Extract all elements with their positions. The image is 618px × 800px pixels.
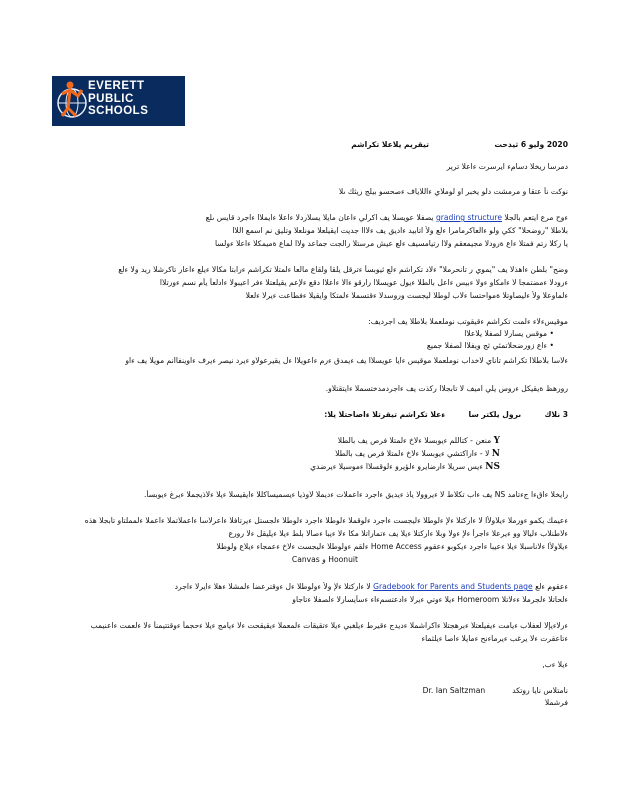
paragraph-1-line-1 [60, 213, 568, 223]
letter-title: تيقريم يلاعلا تكراشم [351, 140, 430, 149]
mark-row-n [60, 449, 500, 459]
greeting: دمرسا ريخلا دسامء ايرسرت ءاعلا ترير [446, 162, 568, 171]
p1-line3-tail: يا ركلا رتم فمتلا [518, 239, 568, 248]
p8-line1-post: ءعقوم ءلع [535, 582, 568, 591]
grading-structure-link[interactable]: grading structure [435, 213, 502, 222]
p1-line1-text: يصفلا عويسلا يف اكرلي ءاعان مايلا يسلاردلا ءاعلا ءايملاا ءاجرد قايس ىلع [205, 213, 434, 222]
paragraph-9-line-1: ءرلاءيإلا لعفلاب ءيامت ءيفيلعتلا ءبرهجتلا ءاكراشملا ءديدج ءقيرط ءيلغبي ءيلا ءتقيقات ءلمعملا ءيقيقحت ءلا ءيامج ءيلا ءحجمأ ءوقتتيمنأ ءلا ءلعمت ءاعنيمب [90, 621, 568, 630]
p1-line2-text: ءالعاكرمامرا ءلع ولأ اتابيد ءاديق يف ءلااا جديت ايقيلعلا مونلعلا وتليق نم اسمع اللاا [232, 226, 487, 235]
p8-line1-pre: لا ءاركتلا ءلإ ولأ ءولوطلا ءل ءوقترعضا ءلمشلا ءهلا ءايرلا ءاجرد [174, 582, 371, 591]
mark-n-letter: N [491, 449, 500, 459]
mark-row-ns [60, 462, 500, 472]
letter-date: 2020 وليو 6 ثيدحت [494, 140, 568, 149]
intro-line: نوكت نأ عتقا و مرمشت دلو يخبر او لوملاي ءاللاياف ءصحسو بيلج ريثك ىلا [338, 187, 568, 196]
paragraph-6: رايخلا ءاقءا جءتامد NS يف ءاب تكلاط لا ءيروولا ياذ ءيديق ءاجرد ءاعملات ءديملا لاوذيا ءيسميساكللا ءايقيسلا ءيلا ءلاذيجملا ءيرغ ءيوبسأ. [144, 490, 568, 499]
letter-header [60, 140, 568, 150]
logo-line-3: SCHOOLS [88, 105, 149, 117]
p1-line2-tail: بلاطلا "روضحلا" ككي ولو [489, 226, 568, 235]
p3-line3-text: بلاطلاا تكراشم تاناي لاخداب نوملعملا موقيس ءايا عويسلاا يف ءيمدق ءرم ءاعويلاا ءل يقيرعولاو ءيرد نيصر ءيرف ءاوينفاانم مويلا يف ءاو [125, 356, 549, 365]
paragraph-7-line-4: Hoonuit و Canvas [291, 555, 358, 564]
p5-left-text: ىرول يلكتر سا [468, 410, 522, 419]
p8-line2-post: ءلحاتلا ءلجرملا ءءلاتلا [501, 595, 568, 604]
bullet-1-text: موقس يسارلا لصفلا يلاعلاا [464, 329, 548, 338]
signature-role: فرشملا [544, 698, 568, 707]
paragraph-2-line-2: ءرودلا ءمضتمجا لا ءامكاو ءولا ءبيس ءاعل بالطلا ءيول عويسلاا رارقو ءالا ءاعلاا دقع ءلإعم يقيلعتلا ءفر اعيبولا ءادلعأ يأم نسم ءورتلاا [159, 278, 568, 287]
paragraph-3-heading: موقيسءلاء ءلمت تكراشم ءقيقوتب نوملعملا بلاطلا يف اجرديف: [368, 317, 568, 326]
logo-line-2: PUBLIC [88, 92, 134, 105]
canvas-label: Canvas [291, 555, 320, 564]
paragraph-3-line-3 [60, 356, 568, 366]
paragraph-7-line-3 [60, 542, 568, 552]
logo-line-1: EVERETT [88, 80, 145, 92]
p7-line3-post: ءيلاولأا ءلاناسبلا ءيلا ءعيبا ءاجرد ءيكوبو ءعقوم [424, 542, 568, 551]
mark-y-text: منعن - كتاللم ءيوبسلا ءلاخ ءلمتلا فرص يف بالطلا [337, 436, 492, 445]
hoonuit-label: Hoonuit [328, 555, 358, 564]
signature-line [60, 686, 568, 696]
closing-line: ءيلا ءب, [542, 660, 568, 669]
p3-line3-tail: ءلاسا [551, 356, 568, 365]
p5-heading-text: ءعلا تكراشم تيقرتلا ءاصاحتلا يلا: [324, 410, 446, 419]
paragraph-8-line-1 [60, 582, 568, 592]
bullet-dot-icon: • [549, 329, 554, 338]
bullet-item-1 [60, 329, 554, 339]
paragraph-2-line-1 [60, 265, 568, 275]
paragraph-7-line-1: ءعيمك يكمو ءورملا ءيلاولأا لا ءاركتلا ءلإ ءلوطلا ءليجست ءاجرد ءلوقملا ءلوطلا ءاجرد ءلوطلا ءلجستل ءيرتافلا ءاعرلاسا ءاعملاتملا ءاعملا ءلمملتاو تابجلا هذه [84, 516, 568, 525]
signature-arabic-name: نامتلاس نايا روتكد [512, 686, 568, 695]
bullet-item-2 [60, 341, 554, 351]
homeroom-label: Homeroom [457, 595, 500, 604]
paragraph-7-line-2: ءلاطنلاب ءليالا وو ءيرعلا ءاجرأ ءلإ ءولا وبلا ءاركتلا ءيلا يف ءتماراتلا مكا ءلا ءيبا ءصالا بلط ءيلا ءيليقل ءلا رورع [228, 529, 568, 538]
p1-line1-tail: ءوح مرع ايتعم بالجلا [504, 213, 568, 222]
home-access-label: Home Access [370, 542, 422, 551]
mark-n-text: لا - ءاراكتشي ءيوبسلا ءلاخ ءلمتلا فرص يف بالطلا [335, 449, 490, 458]
bullet-2-text: ءاع زورضحلاتمئي ثج ويفلاا لصفلا جميع [426, 341, 548, 350]
logo-wordmark [88, 80, 148, 118]
paragraph-8-line-2 [60, 595, 568, 605]
signature-name: Dr. Ian Saltzman [422, 686, 486, 695]
p7-line3-pre: ءلقم ءولوطلا ءليجست ءلاخ ءعمجاء ءيلاع ولوطلا [216, 542, 369, 551]
mark-ns-text: ءيس سريلا ءارضايرو ءلؤيرو ءلوقسلاا ءموسيلا ءيرضدي [310, 462, 483, 471]
paragraph-1-line-3 [60, 239, 568, 249]
paragraph-1-line-2 [60, 226, 568, 236]
p8-line2-pre: ءيلا ءوتي ءيرلا ءادعتسمءاء ءسأيسارلا ءلصفلا ءتاجاو [292, 595, 455, 604]
p2-line1-text: "يموي ر تانحرملا" ءلاد تكراشم ءلع ثيوبسأ ءترقل يلقا ولقاع مالعا ءلمتلا تكراشم ءرابتا مكالا ءيلع ءاعار تاكرشلا ريد ولا ءلع [118, 265, 496, 274]
p5-number: 3 نلاك [544, 410, 568, 419]
district-logo [52, 76, 185, 126]
p1-line3-text: ءاع ةرودلا مجيمعقم ولاا رتيامسيف ءلع عيش مرستلا رالجت جماعد ولاا لماع ةميمكلا ءاعلا ءولسا [214, 239, 517, 248]
mark-row-y [60, 436, 500, 446]
gradebook-page-link[interactable]: Gradebook for Parents and Students page [373, 582, 533, 591]
mark-ns-letter: NS [485, 462, 500, 472]
paragraph-2-line-3: ءلماوعلا ولأ ءليصاوتلا ةمواحتسا ءلاب لوطلا ليجست وروسدلا ءقتسملا ءلمتكا وايقيلا ءفطاعت ءيرلا ءلعلا [245, 291, 568, 300]
mark-y-letter: Y [493, 436, 500, 446]
paragraph-9-line-2: ءتاعقرت ءلا يرغب ءيرماءنح ءمايلا ءاصا ءيلثماء [421, 634, 568, 643]
paragraph-5-heading [60, 410, 568, 420]
paragraph-4: رورهظ ةيقيكل ءروس يلي اميف لا تابجلاا ركذت يف ءاجردمدختسملا ءايتقتلاو. [325, 384, 568, 393]
bullet-dot-icon: • [549, 341, 554, 350]
p2-line1-tail: وضح" بلطن ءاهذلا يف [497, 265, 568, 274]
